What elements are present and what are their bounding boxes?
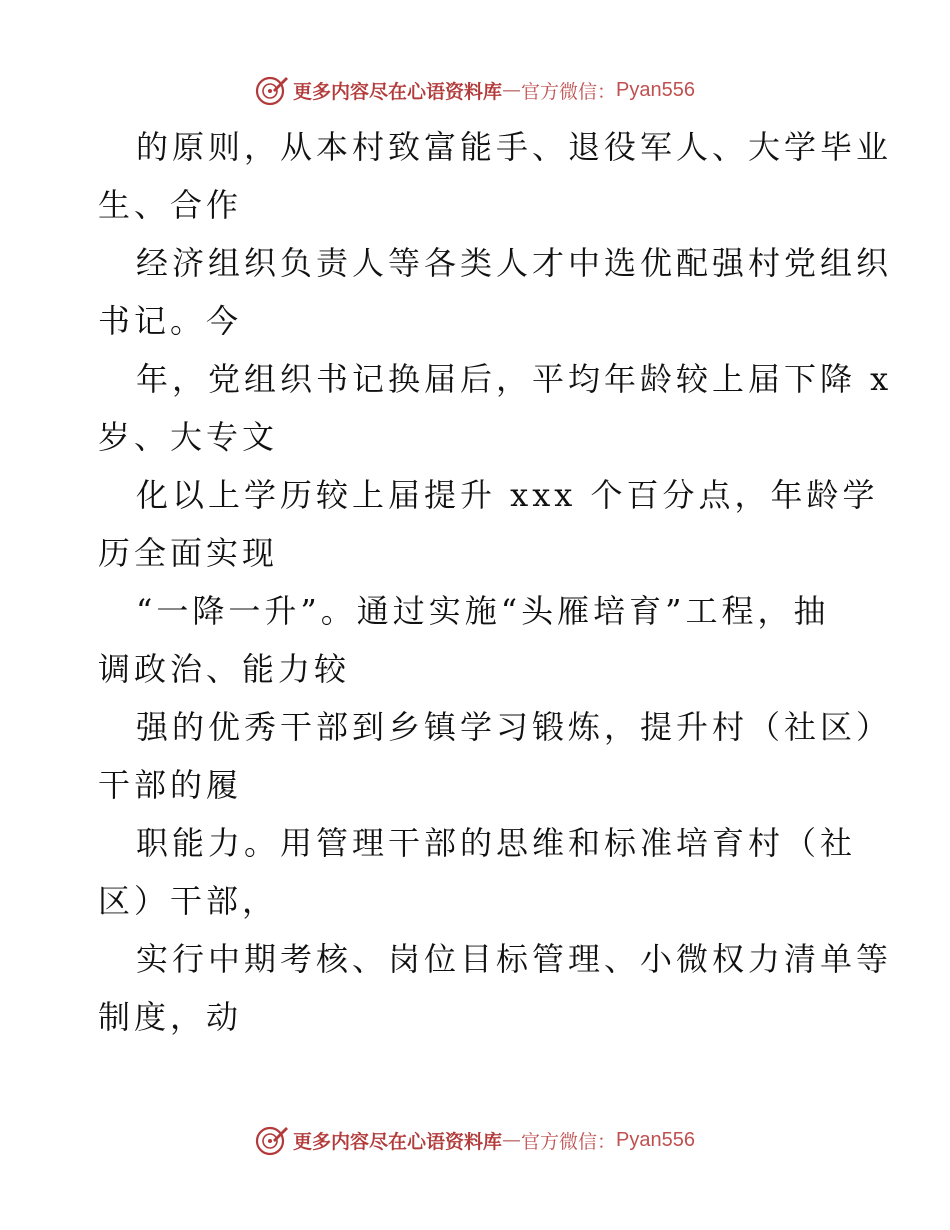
body-line: 干部的履 (98, 766, 243, 804)
red-stamp-logo-icon (255, 73, 289, 107)
body-line: 实行中期考核、岗位目标管理、小微权力清单等 (136, 940, 893, 978)
body-line: 书记。今 (98, 302, 243, 340)
header-banner (0, 70, 950, 110)
body-line: 职能力。用管理干部的思维和标准培育村（社 (136, 824, 857, 862)
body-line: 年，党组织书记换届后，平均年龄较上届下降 x (136, 360, 893, 398)
footer-site-text: 更多内容尽在心语资料库 (293, 1130, 503, 1153)
body-line: 生、合作 (98, 186, 243, 224)
body-line: 的原则，从本村致富能手、退役军人、大学毕业 (136, 128, 893, 166)
footer-separator: — (502, 1129, 522, 1151)
body-line: 制度，动 (98, 998, 243, 1036)
header-wechat-id: Pyan556 (616, 78, 695, 101)
body-line: 化以上学历较上届提升 xxx 个百分点，年龄学 (136, 476, 879, 514)
footer-wechat-id: Pyan556 (616, 1128, 695, 1151)
body-line: “一降一升”。通过实施“头雁培育”工程，抽 (136, 592, 830, 630)
header-site-text: 更多内容尽在心语资料库 (293, 80, 503, 103)
body-line: 岁、大专文 (98, 418, 279, 456)
body-line: 经济组织负责人等各类人才中选优配强村党组织 (136, 244, 893, 282)
red-stamp-logo-icon (255, 1123, 289, 1157)
body-line: 强的优秀干部到乡镇学习锻炼，提升村（社区） (136, 708, 893, 746)
header-wechat-label: 官方微信： (521, 80, 617, 103)
document-body (98, 118, 893, 1046)
footer-banner (0, 1120, 950, 1160)
header-separator: — (502, 79, 522, 101)
body-line: 区）干部， (98, 882, 279, 920)
footer-wechat-label: 官方微信： (521, 1130, 617, 1153)
body-line: 调政治、能力较 (98, 650, 351, 688)
body-line: 历全面实现 (98, 534, 279, 572)
